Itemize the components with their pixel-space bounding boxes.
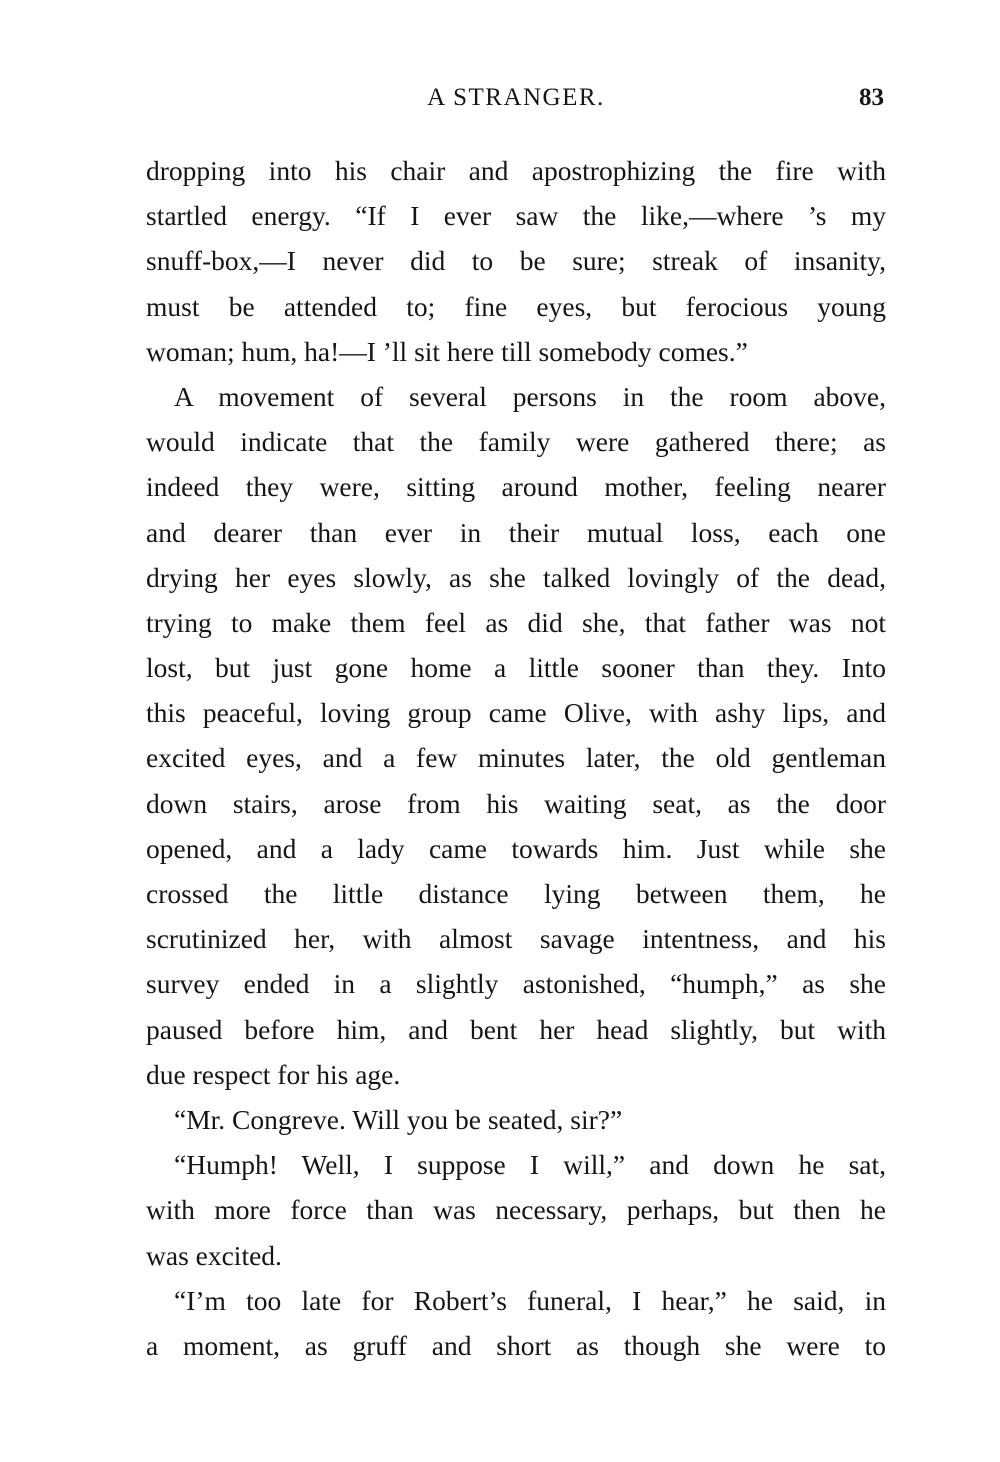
text-line: “Humph! Well, I suppose I will,” and down he sat,: [174, 1149, 886, 1181]
text-line: dropping into his chair and apostrophizing the fire with: [146, 155, 886, 186]
text-line: due respect for his age.: [146, 1058, 401, 1090]
text-line: this peaceful, loving group came Olive, with ashy lips, and: [146, 697, 886, 729]
text-line: must be attended to; fine eyes, but ferocious young: [146, 290, 886, 322]
page-number: 83: [859, 84, 884, 111]
text-line: “Mr. Congreve. Will you be seated, sir?”: [174, 1103, 623, 1135]
text-line: with more force than was necessary, perhaps, but then he: [146, 1194, 886, 1226]
running-head: [146, 80, 886, 116]
text-line: A movement of several persons in the room above,: [174, 380, 886, 412]
text-line: survey ended in a slightly astonished, “humph,” as she: [146, 968, 886, 1000]
text-line: and dearer than ever in their mutual loss, each one: [146, 516, 886, 548]
text-line: crossed the little distance lying between them, he: [146, 878, 886, 909]
text-line: opened, and a lady came towards him. Just while she: [146, 832, 886, 864]
body-text: [146, 148, 886, 1368]
text-line: woman; hum, ha!—I ’ll sit here till somebody comes.”: [146, 335, 748, 367]
text-line: was excited.: [146, 1239, 282, 1271]
text-line: lost, but just gone home a little sooner than they. Into: [146, 652, 886, 684]
text-line: snuff-box,—I never did to be sure; streak of insanity,: [146, 245, 886, 277]
text-line: scrutinized her, with almost savage intentness, and his: [146, 923, 886, 955]
text-line: paused before him, and bent her head slightly, but with: [146, 1013, 886, 1045]
text-line: would indicate that the family were gathered there; as: [146, 426, 886, 458]
text-line: excited eyes, and a few minutes later, the old gentleman: [146, 742, 886, 774]
text-line: trying to make them feel as did she, that father was not: [146, 606, 886, 638]
text-line: indeed they were, sitting around mother, feeling nearer: [146, 471, 886, 503]
running-title: A STRANGER.: [427, 84, 605, 111]
text-line: down stairs, arose from his waiting seat, as the door: [146, 787, 886, 819]
text-line: “I’m too late for Robert’s funeral, I hear,” he said, in: [174, 1284, 886, 1316]
text-line: a moment, as gruff and short as though she were to: [146, 1329, 886, 1361]
text-line: drying her eyes slowly, as she talked lovingly of the dead,: [146, 561, 886, 593]
text-line: startled energy. “If I ever saw the like,—where ’s my: [146, 200, 886, 232]
